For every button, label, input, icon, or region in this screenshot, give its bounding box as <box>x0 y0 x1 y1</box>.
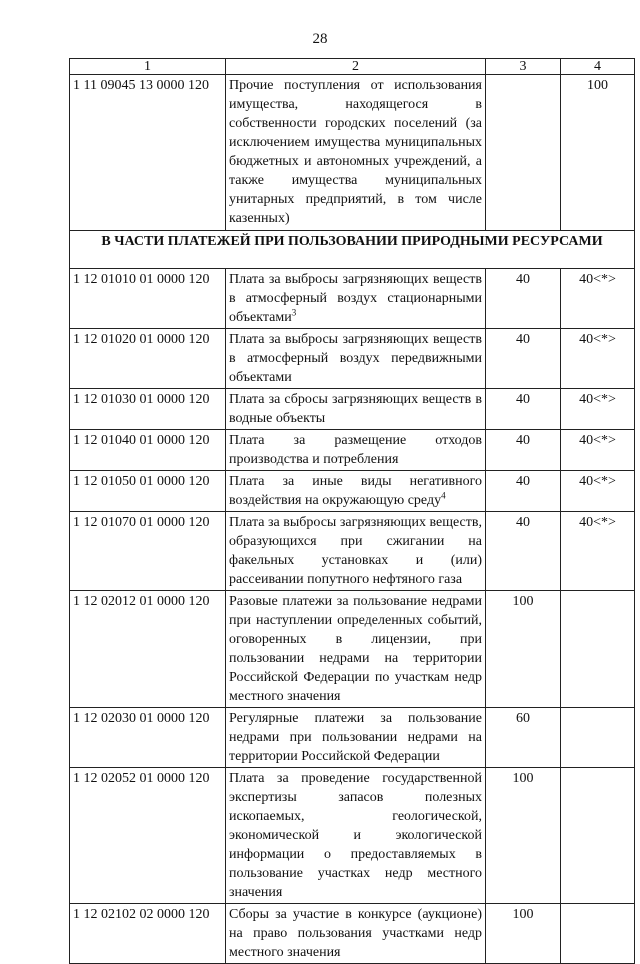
table-row <box>70 75 635 231</box>
description-text: Плата за размещение отходов производства и потребления <box>229 433 482 467</box>
budget-code: 1 12 02102 02 0000 120 <box>70 904 226 964</box>
col3-value: 40 <box>486 430 561 471</box>
description-text: Плата за иные виды негативного воздействия на окружающую среду <box>229 474 482 508</box>
revenue-description: Прочие поступления от использования имущества, находящегося в собственности городских поселений (за исключением имущества муниципальных бюджетных и автономных учреждений, а также имущества муниципальных унитарных предприятий, в том числе казенных) <box>226 75 486 231</box>
revenue-description <box>226 768 486 904</box>
table-row <box>70 471 635 512</box>
budget-code: 1 11 09045 13 0000 120 <box>70 75 226 231</box>
col4-value: 40<*> <box>561 512 635 591</box>
col4-value <box>561 768 635 904</box>
budget-code: 1 12 02012 01 0000 120 <box>70 591 226 708</box>
table-row <box>70 904 635 964</box>
col3-value: 100 <box>486 591 561 708</box>
col4-value: 40<*> <box>561 430 635 471</box>
column-header-3: 3 <box>486 59 561 75</box>
footnote-ref: 3 <box>291 307 297 318</box>
description-text: Разовые платежи за пользование недрами при наступлении определенных событий, оговоренных в лицензии, при пользовании недрами на территории Российской Федерации по участкам недр местного значения <box>229 594 482 704</box>
col4-value <box>561 591 635 708</box>
table-row <box>70 768 635 904</box>
col4-value <box>561 904 635 964</box>
col3-value: 40 <box>486 269 561 329</box>
col4-value: 40<*> <box>561 329 635 389</box>
col3-value: 40 <box>486 329 561 389</box>
revenue-description <box>226 389 486 430</box>
col4-value: 40<*> <box>561 389 635 430</box>
revenue-description <box>226 329 486 389</box>
revenue-description <box>226 904 486 964</box>
col3-value: 100 <box>486 904 561 964</box>
budget-code: 1 12 01070 01 0000 120 <box>70 512 226 591</box>
column-header-2: 2 <box>226 59 486 75</box>
footnote-ref: 4 <box>441 490 446 501</box>
column-number-header <box>70 59 635 75</box>
col4-value: 40<*> <box>561 269 635 329</box>
table-body <box>70 269 635 964</box>
description-text: Плата за выбросы загрязняющих веществ в атмосферный воздух стационарными объектами <box>229 272 482 325</box>
description-text: Плата за выбросы загрязняющих веществ в атмосферный воздух передвижными объектами <box>229 332 482 385</box>
table-row <box>70 430 635 471</box>
revenue-classification-table <box>69 58 635 964</box>
revenue-description <box>226 591 486 708</box>
col3-value: 60 <box>486 708 561 768</box>
description-text: Плата за сбросы загрязняющих веществ в водные объекты <box>229 392 482 426</box>
budget-code: 1 12 01030 01 0000 120 <box>70 389 226 430</box>
revenue-description <box>226 708 486 768</box>
col4-value <box>561 708 635 768</box>
budget-code: 1 12 02030 01 0000 120 <box>70 708 226 768</box>
column-header-4: 4 <box>561 59 635 75</box>
table-row <box>70 389 635 430</box>
section-title: В ЧАСТИ ПЛАТЕЖЕЙ ПРИ ПОЛЬЗОВАНИИ ПРИРОДНЫМИ РЕСУРСАМИ <box>70 231 635 269</box>
col3-value: 40 <box>486 471 561 512</box>
description-text: Плата за выбросы загрязняющих веществ, образующихся при сжигании на факельных установках и (или) рассеивании попутного нефтяного газа <box>229 515 482 587</box>
revenue-description <box>226 430 486 471</box>
revenue-description <box>226 471 486 512</box>
table-row <box>70 269 635 329</box>
page-number: 28 <box>312 31 328 47</box>
col3-value: 40 <box>486 512 561 591</box>
budget-code: 1 12 01010 01 0000 120 <box>70 269 226 329</box>
description-text: Сборы за участие в конкурсе (аукционе) на право пользования участками недр местного значения <box>229 907 482 960</box>
col3-value <box>486 75 561 231</box>
col3-value: 100 <box>486 768 561 904</box>
col3-value: 40 <box>486 389 561 430</box>
table-row <box>70 708 635 768</box>
section-header-row <box>70 231 635 269</box>
table-row <box>70 591 635 708</box>
description-text: Регулярные платежи за пользование недрами при пользовании недрами на территории Российской Федерации <box>229 711 482 764</box>
description-text: Плата за проведение государственной экспертизы запасов полезных ископаемых, геологической, экономической и экологической информации о предоставляемых в пользование участках недр местного значения <box>229 771 482 900</box>
budget-code: 1 12 01050 01 0000 120 <box>70 471 226 512</box>
table-row <box>70 512 635 591</box>
table-row <box>70 329 635 389</box>
budget-code: 1 12 01020 01 0000 120 <box>70 329 226 389</box>
revenue-description <box>226 269 486 329</box>
budget-code: 1 12 02052 01 0000 120 <box>70 768 226 904</box>
column-header-1: 1 <box>70 59 226 75</box>
budget-code: 1 12 01040 01 0000 120 <box>70 430 226 471</box>
revenue-description <box>226 512 486 591</box>
col4-value: 100 <box>561 75 635 231</box>
col4-value: 40<*> <box>561 471 635 512</box>
